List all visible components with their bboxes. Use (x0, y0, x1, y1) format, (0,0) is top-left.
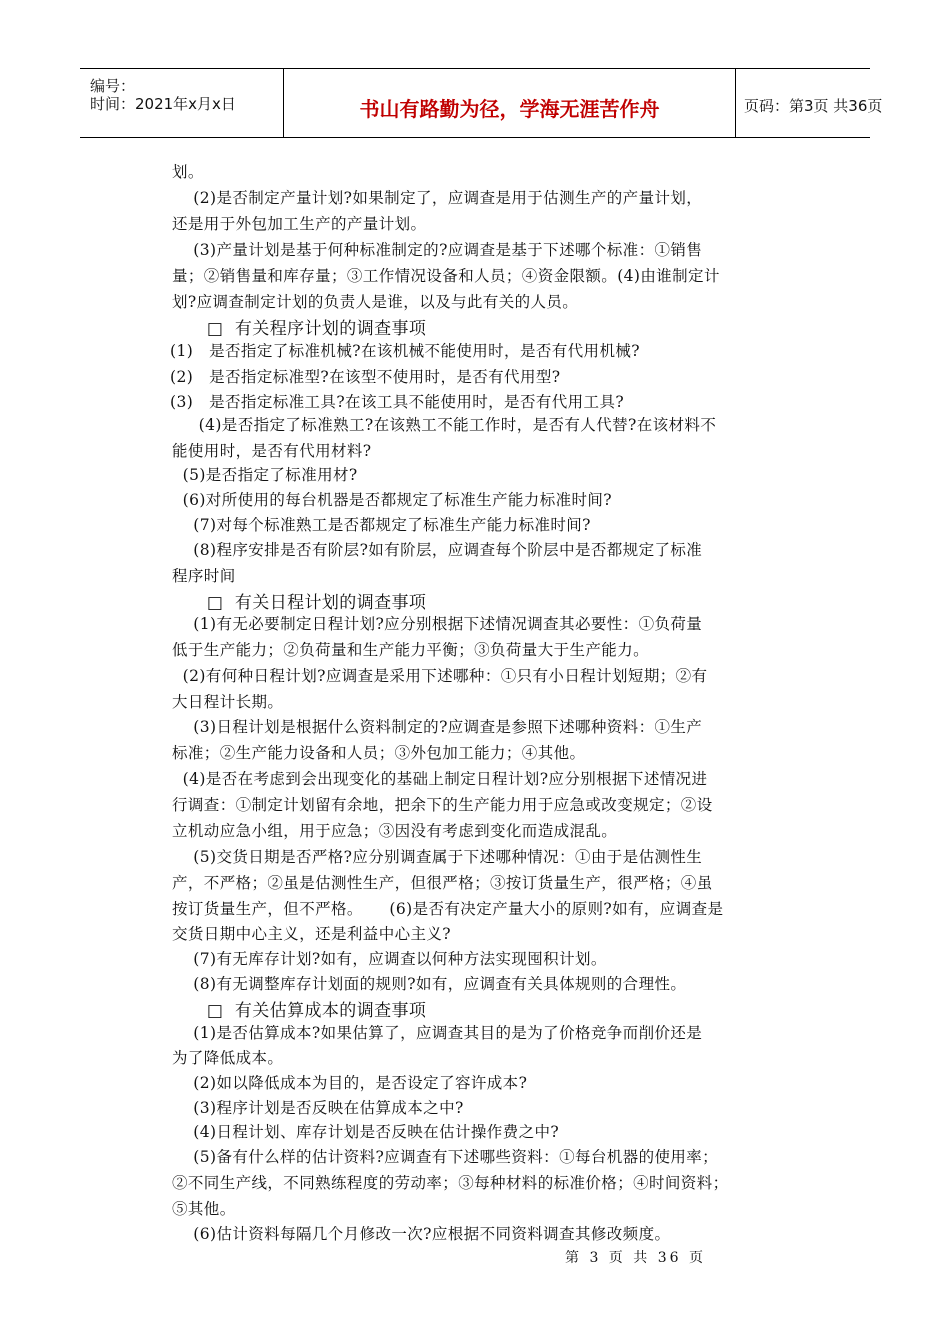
body-text-line: (1)是否估算成本?如果估算了，应调查其目的是为了价格竞争而削价还是 (172, 1024, 703, 1042)
body-text-line: 行调查：①制定计划留有余地，把余下的生产能力用于应急或改变规定；②设 (172, 796, 713, 814)
body-text-line: (2) 是否指定标准型?在该型不使用时，是否有代用型? (170, 368, 561, 386)
document-number-label: 编号： (90, 77, 136, 95)
body-text-line: (2)是否制定产量计划?如果制定了，应调查是用于估测生产的产量计划， (172, 189, 703, 207)
body-text-line: (2)有何种日程计划?应调查是采用下述哪种：①只有小日程计划短期；②有 (172, 667, 708, 685)
header-page-number: 页码：第3页 共36页 (744, 97, 883, 115)
section-heading: □ 有关程序计划的调查事项 (172, 319, 427, 339)
body-text-line: (1)有无必要制定日程计划?应分别根据下述情况调查其必要性：①负荷量 (172, 615, 703, 633)
body-text-line: (7)对每个标准熟工是否都规定了标准生产能力标准时间? (172, 516, 591, 534)
body-text-line: (8)程序安排是否有阶层?如有阶层，应调查每个阶层中是否都规定了标准 (172, 541, 703, 559)
body-text-line: 划?应调查制定计划的负责人是谁，以及与此有关的人员。 (172, 293, 579, 311)
body-text-line: 按订货量生产，但不严格。 (6)是否有决定产量大小的原则?如有，应调查是 (172, 900, 724, 918)
body-text-line: 立机动应急小组，用于应急；③因没有考虑到变化而造成混乱。 (172, 822, 618, 840)
body-text-line: (8)有无调整库存计划面的规则?如有，应调查有关具体规则的合理性。 (172, 975, 687, 993)
body-text-line: 为了降低成本。 (172, 1049, 284, 1067)
body-text-line: (3) 是否指定标准工具?在该工具不能使用时，是否有代用工具? (170, 393, 625, 411)
body-text-line: 交货日期中心主义，还是利益中心主义? (172, 925, 452, 943)
body-text-line: ⑤其他。 (172, 1200, 236, 1218)
body-text-line: ②不同生产线，不同熟练程度的劳动率；③每种材料的标准价格；④时间资料； (172, 1174, 729, 1192)
header-motto-cell (284, 69, 736, 137)
body-text-line: 产，不严格；②虽是估测性生产，但很严格；③按订货量生产，很严格；④虽 (172, 874, 713, 892)
body-text-line: (6)对所使用的每台机器是否都规定了标准生产能力标准时间? (172, 491, 613, 509)
body-text-line: 程序时间 (172, 567, 236, 585)
document-time-label: 时间：2021年x月x日 (90, 95, 236, 113)
body-text-line: (4)是否在考虑到会出现变化的基础上制定日程计划?应分别根据下述情况进 (172, 770, 708, 788)
body-text-line: (5)交货日期是否严格?应分别调查属于下述哪种情况：①由于是估测性生 (172, 848, 703, 866)
body-text-line: (1) 是否指定了标准机械?在该机械不能使用时，是否有代用机械? (170, 342, 640, 360)
body-text-line: (5)是否指定了标准用材? (172, 466, 358, 484)
body-text-line: (3)产量计划是基于何种标准制定的?应调查是基于下述哪个标准：①销售 (172, 241, 703, 259)
page-footer: 第 3 页 共 36 页 (565, 1250, 706, 1266)
body-text-line: (3)程序计划是否反映在估算成本之中? (172, 1099, 464, 1117)
body-text-line: (6)估计资料每隔几个月修改一次?应根据不同资料调查其修改频度。 (172, 1225, 671, 1243)
body-text-line: 大日程计长期。 (172, 693, 284, 711)
page-header (80, 68, 883, 138)
header-meta-cell (80, 69, 284, 137)
body-text-line: 划。 (172, 163, 204, 181)
body-text-line: (7)有无库存计划?如有，应调查以何种方法实现囤积计划。 (172, 950, 607, 968)
section-heading: □ 有关估算成本的调查事项 (172, 1001, 427, 1021)
body-text-line: 标准；②生产能力设备和人员；③外包加工能力；④其他。 (172, 744, 586, 762)
body-text-line: 量；②销售量和库存量；③工作情况设备和人员；④资金限额。(4)由谁制定计 (172, 267, 720, 285)
body-text-line: (3)日程计划是根据什么资料制定的?应调查是参照下述哪种资料：①生产 (172, 718, 703, 736)
body-text-line: 能使用时，是否有代用材料? (172, 442, 372, 460)
body-text-line: 低于生产能力；②负荷量和生产能力平衡；③负荷量大于生产能力。 (172, 641, 650, 659)
body-text-line: 还是用于外包加工生产的产量计划。 (172, 215, 427, 233)
body-text-line: (4)日程计划、库存计划是否反映在估计操作费之中? (172, 1123, 560, 1141)
section-heading: □ 有关日程计划的调查事项 (172, 593, 427, 613)
header-motto: 书山有路勤为径，学海无涯苦作舟 (359, 97, 660, 121)
header-page-cell (736, 69, 883, 137)
body-text-line: (2)如以降低成本为目的，是否设定了容许成本? (172, 1074, 528, 1092)
body-text-line: (5)备有什么样的估计资料?应调查有下述哪些资料：①每台机器的使用率； (172, 1148, 719, 1166)
body-text-line: (4)是否指定了标准熟工?在该熟工不能工作时，是否有人代替?在该材料不 (172, 416, 717, 434)
